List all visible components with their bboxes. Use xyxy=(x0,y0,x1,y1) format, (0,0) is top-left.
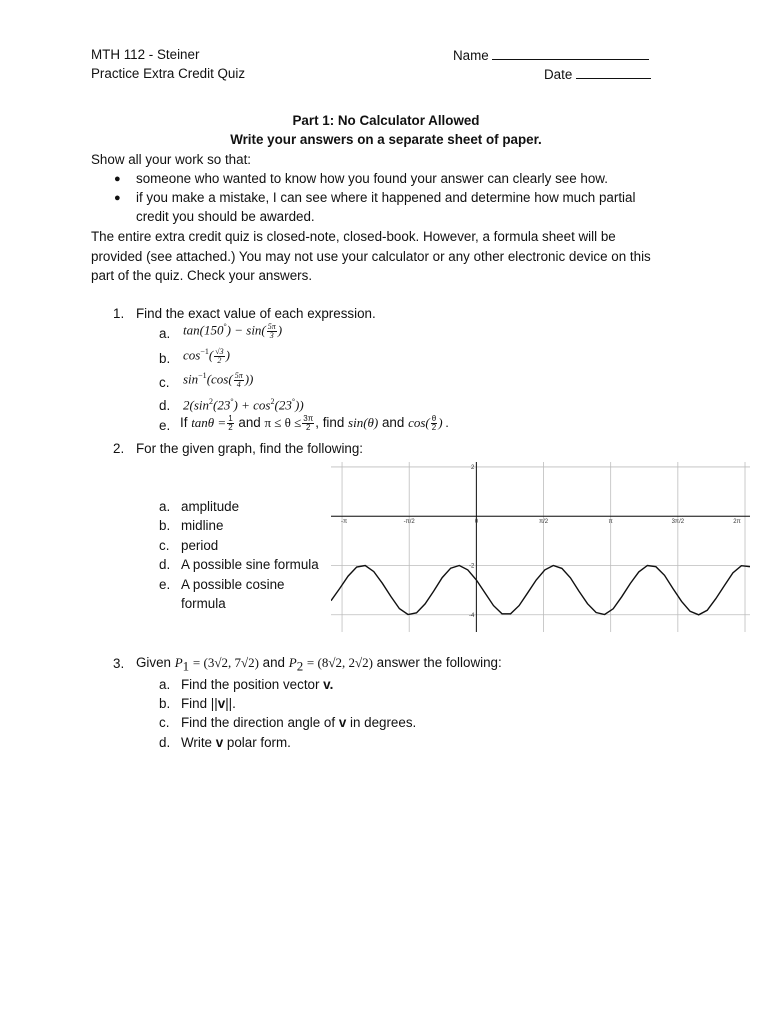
q3-label: d. xyxy=(159,735,171,750)
q3-label: b. xyxy=(159,696,171,711)
q1b-expression: $\cos^{-1}$( $\frac{√3}{2}$ ) xyxy=(183,346,230,365)
q2-item: amplitude xyxy=(181,499,240,514)
q3-number: 3. xyxy=(113,656,125,671)
q2-label: b. xyxy=(159,518,171,533)
q2-item: midline xyxy=(181,518,224,533)
instructions-line: provided (see attached.) You may not use your calculator or any other electronic device on this xyxy=(91,249,651,264)
q1d-expression: $2(\sin^2(23^\circ) + \cos^2(23^\circ))$ xyxy=(183,397,304,413)
q2-label: a. xyxy=(159,499,171,514)
q3-prompt: Given $P_1 = (3√2$, 7√2) and $P_2 = (8√2$, 2√2) answer the following: xyxy=(136,655,502,674)
date-line xyxy=(576,66,651,79)
q3-item: Find ||v||. xyxy=(181,696,236,711)
quiz-title: Practice Extra Credit Quiz xyxy=(91,66,246,81)
x-tick-label: 0 xyxy=(474,519,479,526)
y-tick-labels xyxy=(469,465,475,619)
x-tick-label: 2π xyxy=(733,519,741,526)
q1-label-e: e. xyxy=(159,418,171,433)
bullet-text: someone who wanted to know how you found your answer can clearly see how. xyxy=(136,171,608,186)
x-tick-label: 3π/2 xyxy=(671,519,685,526)
x-tick-label: π/2 xyxy=(538,519,549,526)
q2-label: c. xyxy=(159,538,170,553)
q1-prompt: Find the exact value of each expression. xyxy=(136,306,376,321)
q1-label-a: a. xyxy=(159,326,171,341)
date-field[interactable] xyxy=(544,66,651,82)
q1-label-b: b. xyxy=(159,351,171,366)
y-tick-label: -4 xyxy=(469,612,475,619)
q1c-expression: $\sin^{-1}(\cos$( $\frac{5\pi}{4}$ )) xyxy=(183,370,254,389)
q3-label: c. xyxy=(159,715,170,730)
name-label: Name xyxy=(453,48,489,63)
bullet-text: credit you should be awarded. xyxy=(136,209,315,224)
q2-prompt: For the given graph, find the following: xyxy=(136,441,364,456)
course-title: MTH 112 - Steiner xyxy=(91,47,200,62)
q3-item: Find the direction angle of v in degrees. xyxy=(181,715,417,730)
curve-group xyxy=(331,566,750,615)
q3-item: Write v polar form. xyxy=(181,735,291,750)
bullet-text: if you make a mistake, I can see where it happened and determine how much partial xyxy=(136,190,636,205)
q1-number: 1. xyxy=(113,306,125,321)
grid-vertical xyxy=(342,462,745,632)
name-field[interactable] xyxy=(453,47,649,63)
sinusoid-graph xyxy=(331,462,750,632)
q2-number: 2. xyxy=(113,441,125,456)
q3-label: a. xyxy=(159,677,171,692)
y-tick-label: 2 xyxy=(471,464,475,471)
q1e-expression: If tanθ = $\frac{1}{2}$ and π ≤ θ ≤ $\frac{3\pi}{2}$ , find sin(θ) and cos( $\frac{\theta}{2}$ ) . xyxy=(180,414,450,432)
bullet-dot: ● xyxy=(114,192,121,204)
grid-horizontal xyxy=(331,464,750,615)
q2-item-cont: formula xyxy=(181,596,226,611)
x-tick-label: -π/2 xyxy=(403,519,415,526)
bullet-dot: ● xyxy=(114,173,121,185)
x-tick-label: π xyxy=(608,519,613,526)
instructions-line: part of the quiz. Check your answers. xyxy=(91,268,313,283)
x-tick-labels xyxy=(341,519,741,525)
q1-label-d: d. xyxy=(159,398,171,413)
axes xyxy=(331,462,750,632)
q2-item: A possible cosine xyxy=(181,577,285,592)
q2-item: A possible sine formula xyxy=(181,557,319,572)
q2-label: e. xyxy=(159,577,171,592)
q3-item: Find the position vector v. xyxy=(181,677,334,692)
q2-item: period xyxy=(181,538,219,553)
name-line xyxy=(492,47,649,60)
q1-label-c: c. xyxy=(159,375,170,390)
q2-label: d. xyxy=(159,557,171,572)
y-tick-label: -2 xyxy=(469,563,475,570)
q1a-expression: tan(150°) − sin( $\frac{5\pi}{3}$ ) xyxy=(183,321,283,340)
x-tick-label: -π xyxy=(340,519,348,526)
sinusoid-curve xyxy=(331,566,750,615)
show-work-text: Show all your work so that: xyxy=(91,152,252,167)
part-title: Part 1: No Calculator Allowed xyxy=(292,113,480,128)
instructions-line: The entire extra credit quiz is closed-note, closed-book. However, a formula sheet will be xyxy=(91,229,616,244)
date-label: Date xyxy=(544,67,573,82)
part-subtitle: Write your answers on a separate sheet of paper. xyxy=(230,132,542,147)
